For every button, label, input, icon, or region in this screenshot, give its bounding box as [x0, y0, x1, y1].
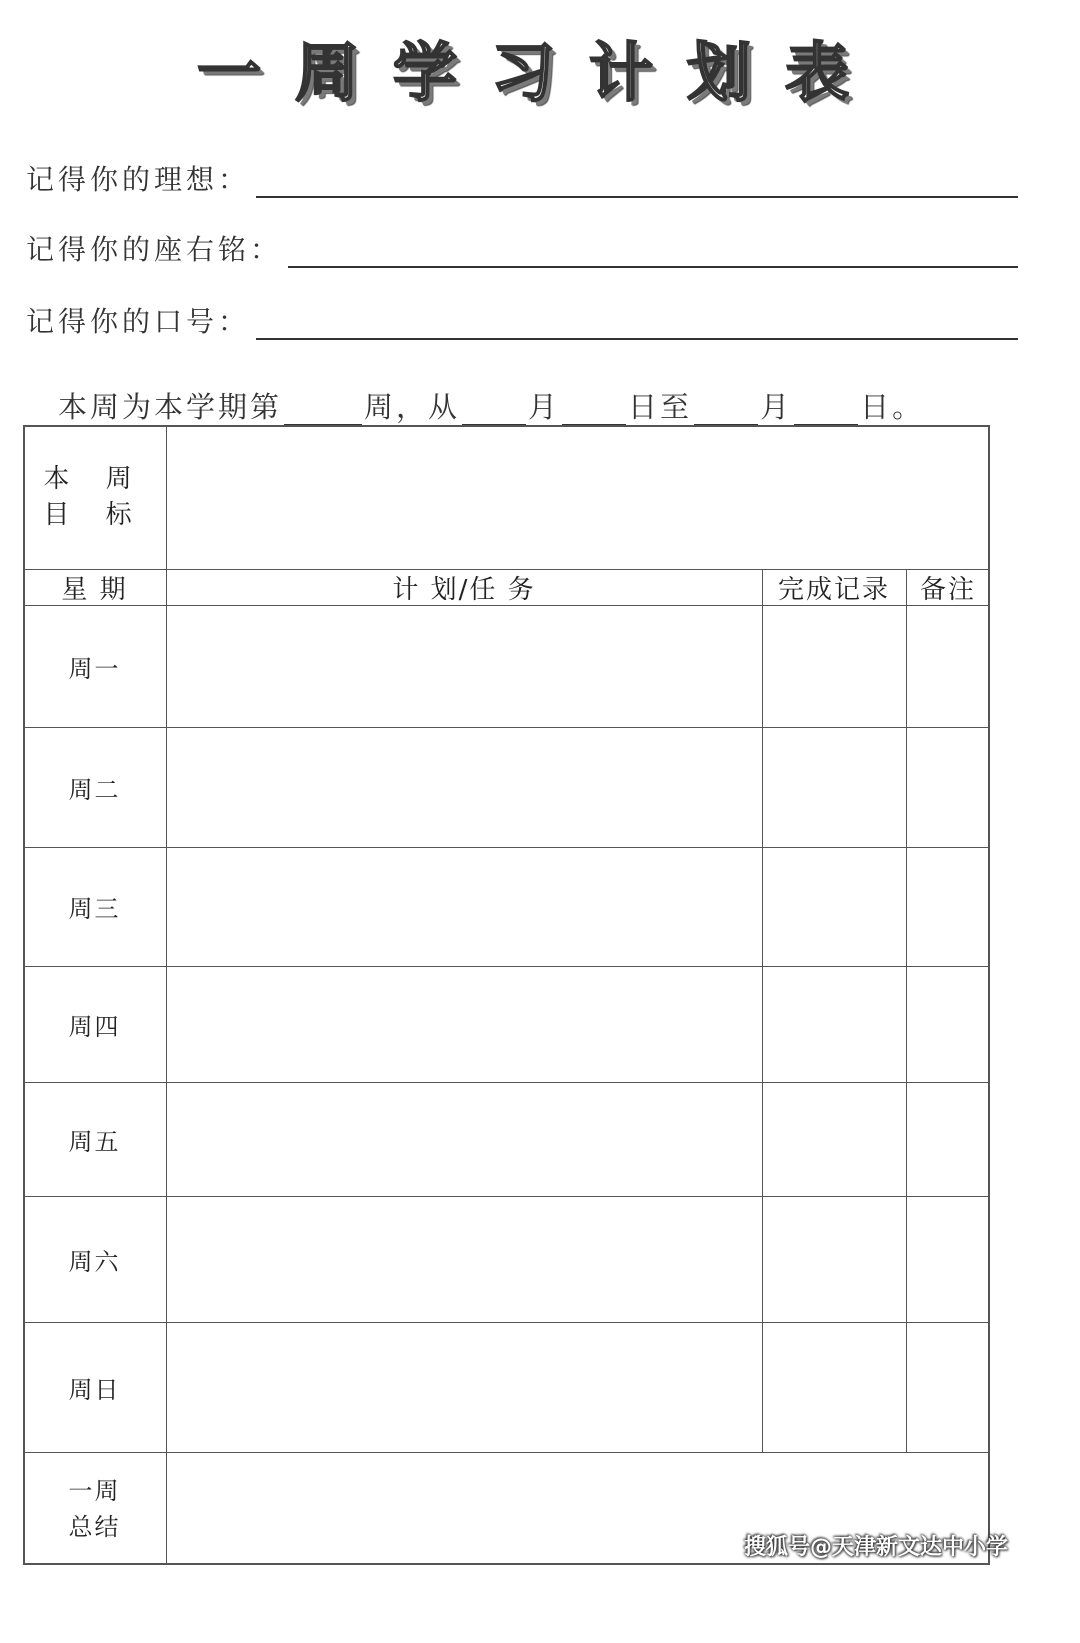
week-unit-text: 周，从: [364, 390, 461, 424]
row-divider: [23, 727, 990, 728]
start-month-text: 月: [528, 390, 561, 424]
plan-cell-friday[interactable]: [168, 1084, 761, 1195]
record-cell-monday[interactable]: [764, 607, 905, 726]
day-label-wednesday: 周三: [68, 895, 121, 923]
notes-cell-monday[interactable]: [908, 607, 988, 726]
record-cell-friday[interactable]: [764, 1084, 905, 1195]
notes-column-header: 备注: [919, 574, 976, 605]
notes-cell-wednesday[interactable]: [908, 849, 988, 965]
week-prefix: 本周为本学期第: [58, 390, 283, 424]
record-cell-saturday[interactable]: [764, 1198, 905, 1321]
column-divider: [906, 569, 907, 1452]
plan-cell-tuesday[interactable]: [168, 729, 761, 846]
notes-cell-thursday[interactable]: [908, 968, 988, 1081]
ideal-label: 记得你的理想：: [26, 163, 251, 196]
row-divider: [23, 966, 990, 967]
day-label-friday: 周五: [68, 1127, 121, 1156]
record-cell-tuesday[interactable]: [764, 729, 905, 846]
weekly-goal-input[interactable]: [168, 427, 988, 568]
plan-column-header: 计 划/任 务: [392, 574, 536, 605]
weekly-goal-label: [23, 425, 166, 569]
plan-cell-thursday[interactable]: [168, 968, 761, 1081]
slogan-blank-line[interactable]: [256, 310, 1018, 340]
page-title: 一周学习计划表: [197, 37, 883, 111]
end-month-text: 月: [760, 390, 793, 424]
row-divider: [23, 847, 990, 848]
source-watermark: 搜狐号@天津新文达中小学: [743, 1535, 1008, 1560]
end-day-text: 日。: [860, 390, 925, 424]
day-column-header: 星 期: [61, 574, 128, 605]
start-day-text: 日至: [628, 390, 693, 424]
day-label-sunday: 周日: [68, 1375, 121, 1404]
plan-cell-monday[interactable]: [168, 607, 761, 726]
end-month-blank[interactable]: [694, 400, 758, 426]
start-day-blank[interactable]: [562, 400, 626, 426]
notes-cell-tuesday[interactable]: [908, 729, 988, 846]
notes-cell-friday[interactable]: [908, 1084, 988, 1195]
notes-cell-sunday[interactable]: [908, 1324, 988, 1451]
day-label-thursday: 周四: [68, 1012, 121, 1041]
plan-cell-saturday[interactable]: [168, 1198, 761, 1321]
weekly-goal-label-line1: 本 周: [43, 464, 146, 494]
slogan-field[interactable]: [26, 300, 1018, 340]
weekly-goal-label-line2: 目 标: [43, 500, 146, 530]
weekly-summary-label-line1: 一周: [68, 1476, 121, 1505]
start-month-blank[interactable]: [462, 400, 526, 426]
row-divider: [23, 1322, 990, 1323]
motto-blank-line[interactable]: [288, 238, 1018, 268]
day-label-saturday: 周六: [68, 1247, 121, 1276]
record-cell-thursday[interactable]: [764, 968, 905, 1081]
record-cell-sunday[interactable]: [764, 1324, 905, 1451]
row-divider: [23, 1452, 990, 1453]
column-divider: [762, 569, 763, 1452]
day-label-monday: 周一: [68, 654, 121, 683]
row-divider: [23, 1196, 990, 1197]
record-cell-wednesday[interactable]: [764, 849, 905, 965]
ideal-blank-line[interactable]: [256, 168, 1018, 198]
weekly-summary-label-line2: 总结: [68, 1512, 121, 1541]
week-info-line: [58, 385, 924, 426]
record-column-header: 完成记录: [777, 574, 890, 605]
motto-label: 记得你的座右铭：: [26, 233, 283, 266]
notes-cell-saturday[interactable]: [908, 1198, 988, 1321]
slogan-label: 记得你的口号：: [26, 305, 251, 338]
weekly-summary-label: [23, 1452, 166, 1565]
end-day-blank[interactable]: [794, 400, 858, 426]
day-label-tuesday: 周二: [68, 775, 121, 804]
plan-cell-wednesday[interactable]: [168, 849, 761, 965]
ideal-field[interactable]: [26, 158, 1018, 198]
motto-field[interactable]: [26, 228, 1018, 268]
row-divider: [23, 1082, 990, 1083]
week-number-blank[interactable]: [284, 400, 362, 426]
plan-cell-sunday[interactable]: [168, 1324, 761, 1451]
